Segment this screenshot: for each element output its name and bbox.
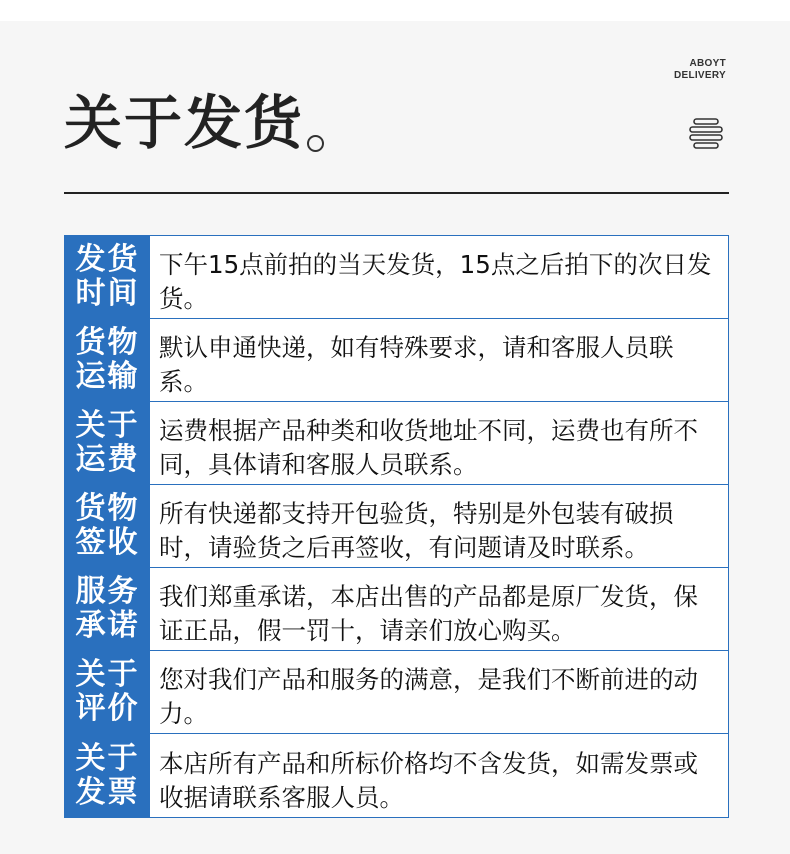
brand-label (674, 58, 726, 82)
table-row (65, 734, 728, 817)
row-content (150, 651, 728, 733)
table-row (65, 568, 728, 651)
row-text: 运费根据产品种类和收货地址不同，运费也有所不同，具体请和客服人员联系。 (159, 416, 698, 479)
row-content (150, 485, 728, 567)
row-label-line: 时间 (75, 276, 140, 311)
table-row (65, 402, 728, 485)
row-content (150, 319, 728, 401)
table-row (65, 651, 728, 734)
row-content (150, 568, 728, 650)
row-label (65, 485, 150, 567)
menu-lines-icon[interactable] (689, 117, 723, 151)
row-text: 下午15点前拍的当天发货，15点之后拍下的次日发货。 (159, 250, 712, 313)
row-text: 默认申通快递，如有特殊要求，请和客服人员联系。 (159, 333, 674, 396)
row-label-line: 承诺 (75, 608, 140, 643)
brand-line-2: DELIVERY (673, 70, 726, 81)
row-text: 所有快递都支持开包验货，特别是外包装有破损时，请验货之后再签收，有问题请及时联系。 (159, 499, 674, 562)
row-content (150, 402, 728, 484)
row-text: 我们郑重承诺，本店出售的产品都是原厂发货，保证正品，假一罚十，请亲们放心购买。 (159, 582, 698, 645)
row-label (65, 402, 150, 484)
row-label (65, 319, 150, 401)
row-label-line: 发货 (75, 242, 140, 277)
row-text: 本店所有产品和所标价格均不含发货，如需发票或收据请联系客服人员。 (159, 748, 698, 812)
title-divider (64, 192, 729, 194)
row-label-line: 服务 (75, 574, 140, 609)
delivery-info-table (64, 235, 729, 818)
row-content (150, 734, 728, 817)
brand-line-1: ABOYT (689, 58, 726, 69)
row-label-line: 运输 (75, 359, 140, 394)
table-row (65, 485, 728, 568)
row-label-line: 评价 (75, 691, 140, 726)
row-label (65, 236, 150, 318)
row-label-line: 运费 (75, 442, 140, 477)
row-label (65, 568, 150, 650)
table-row (65, 319, 728, 402)
row-label-line: 关于 (75, 408, 140, 443)
title-dot-icon (307, 135, 324, 152)
row-label-line: 货物 (75, 491, 140, 526)
page-title: 关于发货 (64, 89, 305, 157)
row-label-line: 关于 (75, 657, 140, 692)
table-row (65, 236, 728, 319)
row-label (65, 734, 150, 817)
row-label-line: 签收 (75, 525, 140, 560)
row-label (65, 651, 150, 733)
row-text: 您对我们产品和服务的满意，是我们不断前进的动力。 (159, 665, 698, 728)
row-label-line: 关于 (75, 740, 140, 776)
row-content (150, 236, 728, 318)
row-label-line: 发票 (75, 774, 140, 810)
row-label-line: 货物 (75, 325, 140, 360)
